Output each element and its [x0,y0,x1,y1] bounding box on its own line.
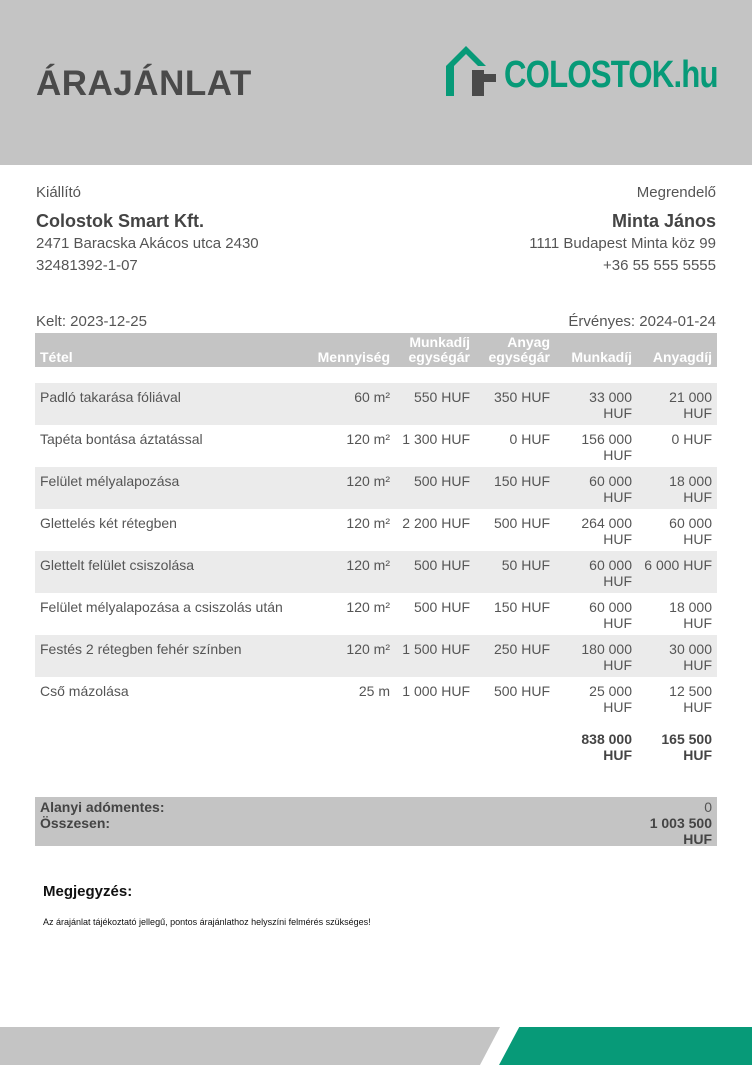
row-labor-unit-price: 1 300 HUF [402,431,470,447]
row-material-unit-price: 50 HUF [475,551,555,593]
row-labor-cost: 60 000 HUF [589,599,632,631]
subtotal-labor: 838 000 HUF [555,719,637,775]
row-material-cost: 6 000 HUF [637,551,717,593]
header-labor-unit-price: Munkadíj egységár [395,333,475,367]
row-labor-unit-price: 1 500 HUF [395,635,475,677]
row-labor-unit-price: 2 200 HUF [402,515,470,531]
row-material-cost: 30 000 HUF [637,635,717,677]
document-header [0,0,752,165]
row-labor-unit-price: 500 HUF [413,599,470,615]
company-logo [444,44,719,100]
row-material-cost: 60 000 HUF [669,515,712,547]
row-item: Padló takarása fóliával [35,383,307,425]
issue-date: Kelt: 2023-12-25 [36,313,147,330]
table-row [35,593,717,635]
header-material-cost: Anyagdíj [637,333,717,367]
row-labor-cost: 264 000 HUF [581,515,632,547]
items-table [35,333,717,775]
row-material-unit-price: 250 HUF [475,635,555,677]
subtotal-row [35,719,717,775]
customer-phone: +36 55 555 5555 [602,257,716,274]
subtotal-material: 165 500 HUF [637,719,717,775]
vat-value: 0 [704,799,712,815]
row-material-unit-price: 150 HUF [475,467,555,509]
vat-label: Alanyi adómentes: [40,799,165,815]
row-quantity: 60 m² [307,383,395,425]
row-material-cost: 0 HUF [671,431,712,447]
row-material-unit-price: 500 HUF [493,515,550,531]
row-quantity: 120 m² [346,431,390,447]
table-row [35,509,717,551]
valid-until-date: Érvényes: 2024-01-24 [568,313,716,330]
grand-total-label: Összesen: [40,815,111,831]
document-title: ÁRAJÁNLAT [36,64,252,103]
header-labor-cost: Munkadíj [555,333,637,367]
row-quantity: 120 m² [346,515,390,531]
header-material-unit-price: Anyag egységár [475,333,555,367]
row-material-cost: 18 000 HUF [637,467,717,509]
issuer-address: 2471 Baracska Akácos utca 2430 [36,235,259,252]
row-labor-cost: 156 000 HUF [581,431,632,463]
header-quantity: Mennyiség [307,333,395,367]
row-material-unit-price: 350 HUF [475,383,555,425]
table-row [35,635,717,677]
totals-box [35,797,717,846]
row-material-unit-price: 500 HUF [493,683,550,699]
logo-wordmark: COLOSTOK.hu [504,54,718,96]
row-material-unit-price: 0 HUF [509,431,550,447]
row-labor-cost: 60 000 HUF [555,551,637,593]
row-material-cost: 18 000 HUF [669,599,712,631]
row-item: Felület mélyalapozása [35,467,307,509]
table-row [35,425,717,467]
customer-address: 1111 Budapest Minta köz 99 [529,235,716,252]
row-labor-cost: 60 000 HUF [555,467,637,509]
footer-green-band [499,1027,752,1065]
table-row [35,467,717,509]
row-item: Cső mázolása [40,683,129,699]
customer-name: Minta János [611,211,716,231]
row-item: Glettelt felület csiszolása [35,551,307,593]
row-quantity: 120 m² [307,551,395,593]
row-material-unit-price: 150 HUF [493,599,550,615]
row-item: Glettelés két rétegben [40,515,177,531]
table-header-row [35,333,717,367]
row-quantity: 120 m² [307,635,395,677]
row-material-cost: 21 000 HUF [637,383,717,425]
issuer-label: Kiállító [36,184,82,201]
note-text: Az árajánlat tájékoztató jellegű, pontos árajánlathoz helyszíni felmérés szükséges! [43,917,371,927]
house-logo-icon [444,44,502,100]
row-item: Festés 2 rétegben fehér színben [35,635,307,677]
row-labor-unit-price: 550 HUF [395,383,475,425]
row-labor-cost: 33 000 HUF [555,383,637,425]
row-labor-cost: 25 000 HUF [589,683,632,715]
row-quantity: 25 m [358,683,390,699]
table-row [35,551,717,593]
note-title: Megjegyzés: [43,883,133,900]
row-item: Tapéta bontása áztatással [40,431,203,447]
table-row [35,677,717,719]
header-item: Tétel [35,333,307,367]
row-item: Felület mélyalapozása a csiszolás után [40,599,283,615]
row-quantity: 120 m² [307,467,395,509]
row-labor-unit-price: 1 000 HUF [402,683,470,699]
footer-grey-band [0,1027,500,1065]
grand-total-value: 1 003 500 HUF [649,815,712,847]
table-row [35,383,717,425]
row-labor-unit-price: 500 HUF [395,551,475,593]
issuer-tax-id: 32481392-1-07 [36,257,138,274]
row-labor-cost: 180 000 HUF [555,635,637,677]
row-quantity: 120 m² [346,599,390,615]
row-labor-unit-price: 500 HUF [395,467,475,509]
customer-label: Megrendelő [636,184,716,201]
row-material-cost: 12 500 HUF [669,683,712,715]
issuer-name: Colostok Smart Kft. [36,211,205,231]
